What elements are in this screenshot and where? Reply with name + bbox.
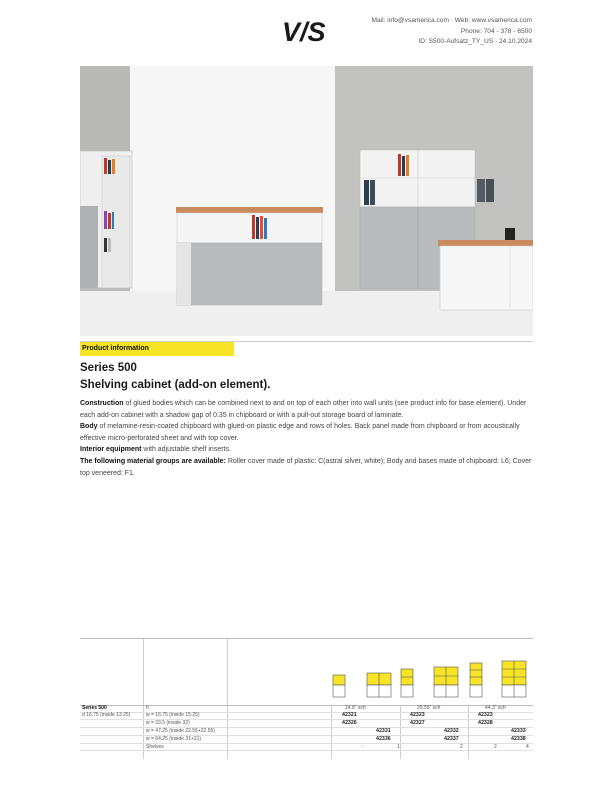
shelf-count: - [362,744,364,750]
body-paragraph: Body of melamine-resin-coated chipboard with glued-on plastic edge and rows of holes. Back panel made from chipboard or from acoustically effective micro-perforated sheet and with top cover. [80,423,520,442]
article-number: 42321 [342,712,357,718]
cabinet-icons [330,649,530,705]
series-label: Series 500 [82,705,107,711]
row-label: w = 64.25 (inside 31+31) [146,736,202,742]
product-photo [80,66,533,336]
logo-text: V/S [282,17,326,45]
cabinet-narrow-tall-icon [401,669,413,697]
contact-phone: Phone: 704 - 378 - 6500 [460,27,532,35]
depth-label: d 16.75 (inside 13.25) [82,712,131,718]
article-number: 42338 [511,736,526,742]
width-header-1: 14.8" sch [345,705,366,711]
construction-paragraph: Construction of glued bodies which can be combined next to and on top of each other into wall units (see product info for base element). Under each add-on cabinet with a shadow gap of 0.35 in chipboard or with a pull-out storage board of laminate. [80,400,527,419]
vs-logo [282,17,332,45]
document-id: ID: S500-Aufsatz_TY_US · 24.10.2024 [418,38,532,45]
article-number: 42333 [511,728,526,734]
article-number: 42328 [478,720,493,726]
shelf-count: 2 [494,744,497,750]
product-description [80,398,535,479]
materials-paragraph: The following material groups are available: Roller cover made of plastic: C(astral silver, white); Body and bases made of chipboard: L6; Cover top veneered: F1. [80,457,532,477]
shelf-count: 2 [460,744,463,750]
article-number: 42323 [478,712,493,718]
article-number: 42323 [410,712,425,718]
cabinet-large-icon [502,661,526,697]
article-number: 42332 [444,728,459,734]
product-subtitle: Shelving cabinet (add-on element). [80,379,271,391]
width-header-3: 44.3" sch [485,705,506,711]
article-table [80,638,533,758]
interior-paragraph: Interior equipment with adjustable shelf inserts. [80,446,231,454]
article-number: 42327 [410,720,425,726]
contact-mail-web: Mail: info@vsamerica.com · Web: www.vsamerica.com [371,17,532,24]
shelves-label: Shelves [146,744,164,750]
article-number: 42336 [376,736,391,742]
row-label: w = 47.25 (inside 22.55+22.55) [146,728,215,734]
contact-block [372,16,532,48]
width-header-2: 29.55" sch [417,705,441,711]
article-number: 42331 [376,728,391,734]
shelf-count: 1 [397,744,400,750]
cabinet-wide-icon [367,673,391,697]
shelf-count: 4 [526,744,529,750]
series-title: Series 500 [80,362,137,374]
cabinet-small-icon [333,675,345,697]
cabinet-medium-icon [434,667,458,697]
cabinet-tall-icon [470,663,482,697]
product-info-badge: Product information [80,342,234,356]
article-number: 42326 [342,720,357,726]
row-label: w = 33.5 (inside 32) [146,720,190,726]
article-number: 42337 [444,736,459,742]
height-label: h [146,705,149,711]
row-label: w = 16.75 (inside 15.25) [146,712,200,718]
